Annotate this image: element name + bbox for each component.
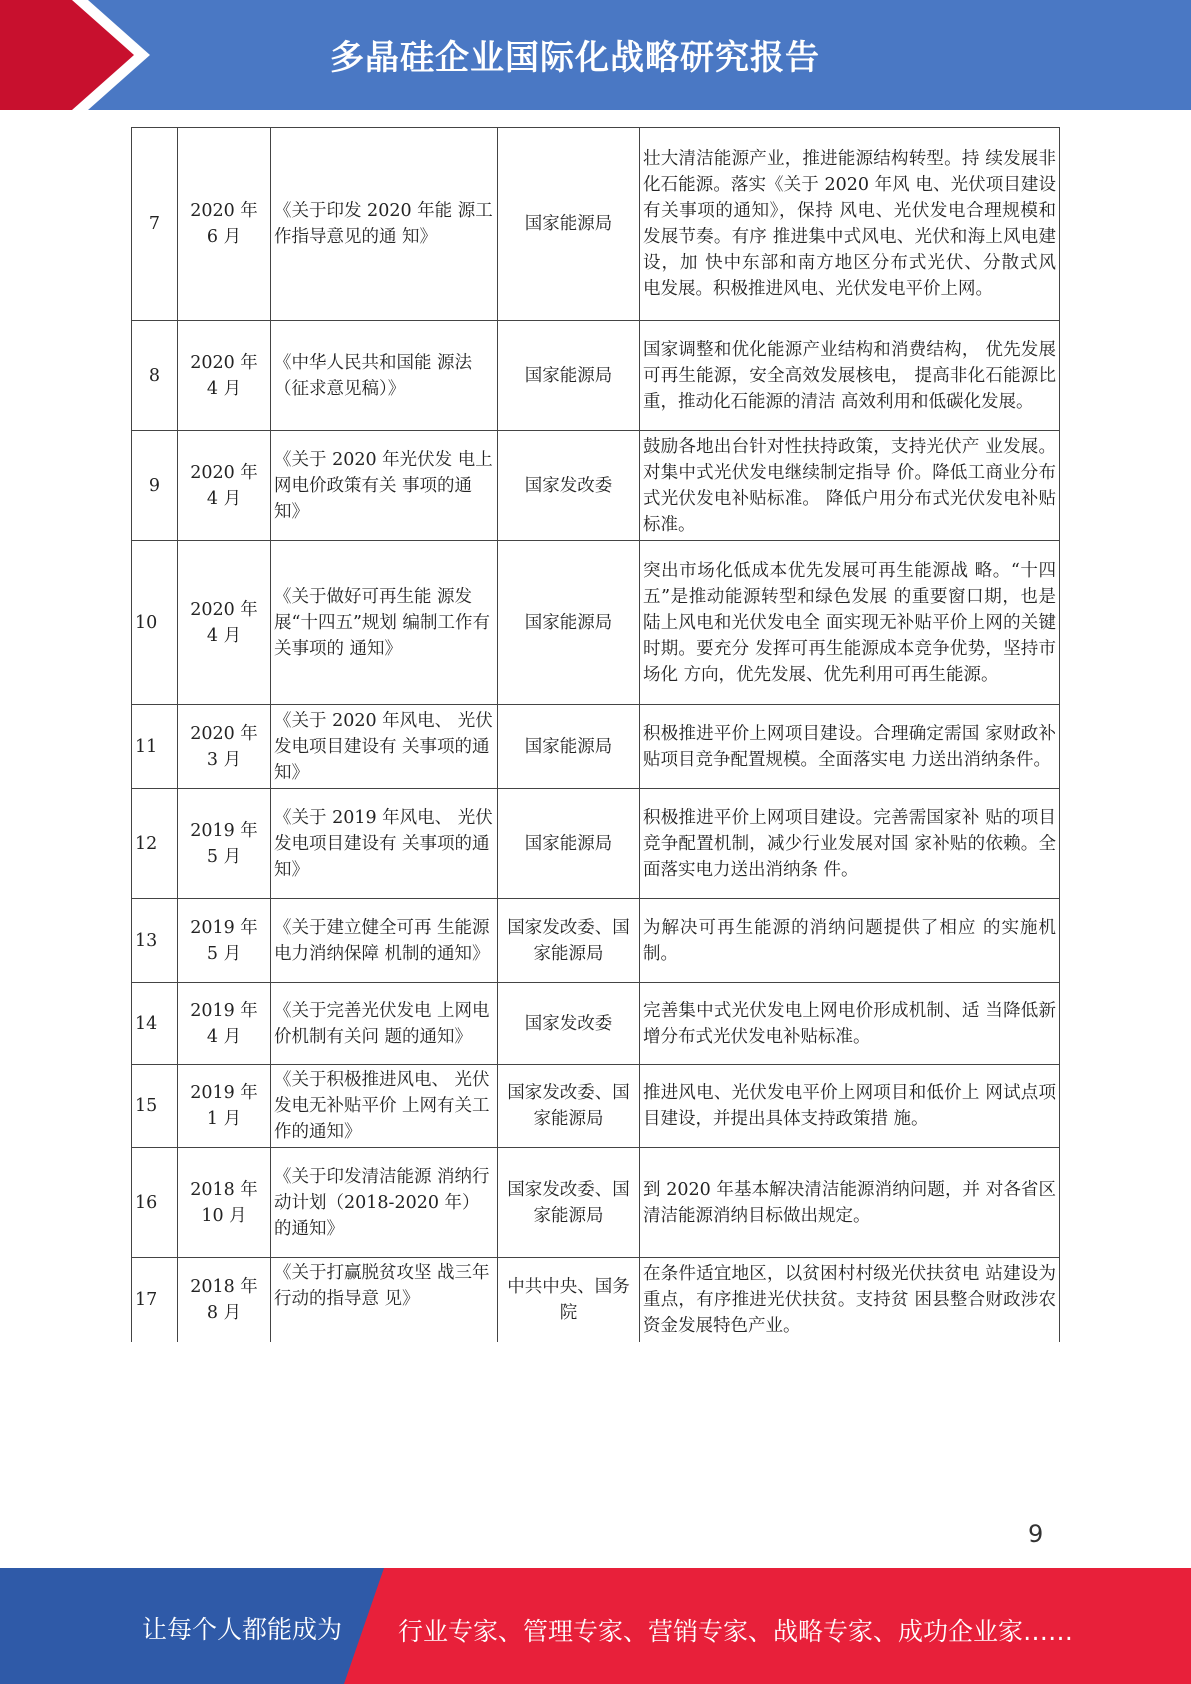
date-cell: 2020 年 3 月	[178, 705, 271, 789]
policy-content: 完善集中式光伏发电上网电价形成机制、适 当降低新增分布式光伏发电补贴标准。	[640, 983, 1060, 1065]
row-number: 12	[132, 789, 178, 899]
table-row	[132, 541, 1060, 705]
policy-title: 《关于建立健全可再 生能源电力消纳保障 机制的通知》	[271, 899, 498, 983]
date-cell: 2018 年 10 月	[178, 1148, 271, 1258]
policy-content: 国家调整和优化能源产业结构和消费结构， 优先发展可再生能源，安全高效发展核电， 提高非化石能源比重，推动化石能源的清洁 高效利用和低碳化发展。	[640, 321, 1060, 431]
footer-slogan-right: 行业专家、管理专家、营销专家、战略专家、成功企业家……	[398, 1617, 1074, 1646]
issuing-department: 国家能源局	[498, 128, 640, 321]
policy-title: 《关于积极推进风电、 光伏发电无补贴平价 上网有关工作的通知》	[271, 1065, 498, 1148]
policy-content: 突出市场化低成本优先发展可再生能源战 略。“十四五”是推动能源转型和绿色发展 的重要窗口期，也是陆上风电和光伏发电全 面实现无补贴平价上网的关键时期。要充分 发挥可再生能源成本竞争优势，坚持市场化 方向，优先发展、优先利用可再生能源。	[640, 541, 1060, 705]
policy-content: 推进风电、光伏发电平价上网项目和低价上 网试点项目建设，并提出具体支持政策措 施。	[640, 1065, 1060, 1148]
date-cell: 2019 年 5 月	[178, 899, 271, 983]
date-cell: 2019 年 5 月	[178, 789, 271, 899]
footer-slogan-left: 让每个人都能成为	[142, 1615, 343, 1644]
policy-title: 《中华人民共和国能 源法（征求意见稿）》	[271, 321, 498, 431]
report-title: 多晶硅企业国际化战略研究报告	[330, 38, 820, 78]
policy-title: 《关于 2019 年风电、 光伏发电项目建设有 关事项的通知》	[271, 789, 498, 899]
policy-table	[131, 127, 1060, 1342]
row-number: 9	[132, 431, 178, 541]
row-number: 15	[132, 1065, 178, 1148]
page-header	[0, 0, 1191, 110]
policy-content: 积极推进平价上网项目建设。合理确定需国 家财政补贴项目竞争配置规模。全面落实电 力送出消纳条件。	[640, 705, 1060, 789]
issuing-department: 国家发改委	[498, 431, 640, 541]
table-row	[132, 899, 1060, 983]
policy-content: 积极推进平价上网项目建设。完善需国家补 贴的项目竞争配置机制，减少行业发展对国 家补贴的依赖。全面落实电力送出消纳条 件。	[640, 789, 1060, 899]
date-cell: 2019 年 4 月	[178, 983, 271, 1065]
policy-title: 《关于 2020 年光伏发 电上网电价政策有关 事项的通知》	[271, 431, 498, 541]
policy-title: 《关于打赢脱贫攻坚 战三年行动的指导意 见》	[271, 1258, 498, 1342]
date-cell: 2019 年 1 月	[178, 1065, 271, 1148]
policy-content: 在条件适宜地区，以贫困村村级光伏扶贫电 站建设为重点，有序推进光伏扶贫。支持贫 困县整合财政涉农资金发展特色产业。	[640, 1258, 1060, 1342]
row-number: 8	[132, 321, 178, 431]
policy-content: 鼓励各地出台针对性扶持政策，支持光伏产 业发展。对集中式光伏发电继续制定指导 价。降低工商业分布式光伏发电补贴标准。 降低户用分布式光伏发电补贴标准。	[640, 431, 1060, 541]
row-number: 10	[132, 541, 178, 705]
issuing-department: 国家发改委、国家能源局	[498, 1148, 640, 1258]
table-row	[132, 705, 1060, 789]
table-row	[132, 128, 1060, 321]
issuing-department: 国家能源局	[498, 321, 640, 431]
row-number: 11	[132, 705, 178, 789]
policy-title: 《关于印发清洁能源 消纳行动计划（2018-2020 年）的通知》	[271, 1148, 498, 1258]
issuing-department: 中共中央、国务院	[498, 1258, 640, 1342]
table-row	[132, 1258, 1060, 1342]
policy-content: 到 2020 年基本解决清洁能源消纳问题，并 对各省区清洁能源消纳目标做出规定。	[640, 1148, 1060, 1258]
issuing-department: 国家发改委	[498, 983, 640, 1065]
policy-content: 壮大清洁能源产业，推进能源结构转型。持 续发展非化石能源。落实《关于 2020 年风 电、光伏项目建设有关事项的通知》，保持 风电、光伏发电合理规模和发展节奏。有序 推进集中式风电、光伏和海上风电建设，加 快中东部和南方地区分布式光伏、分散式风 电发展。积极推进风电、光伏发电平价上网。	[640, 128, 1060, 321]
table-row	[132, 1148, 1060, 1258]
policy-title: 《关于做好可再生能 源发展“十四五”规划 编制工作有关事项的 通知》	[271, 541, 498, 705]
policy-title: 《关于印发 2020 年能 源工作指导意见的通 知》	[271, 128, 498, 321]
header-red-arrow	[0, 0, 160, 110]
row-number: 13	[132, 899, 178, 983]
table-row	[132, 321, 1060, 431]
row-number: 16	[132, 1148, 178, 1258]
issuing-department: 国家发改委、国家能源局	[498, 1065, 640, 1148]
row-number: 7	[132, 128, 178, 321]
date-cell: 2020 年 4 月	[178, 321, 271, 431]
page-footer	[0, 1568, 1191, 1684]
table-row	[132, 1065, 1060, 1148]
table-row	[132, 431, 1060, 541]
issuing-department: 国家能源局	[498, 789, 640, 899]
row-number: 14	[132, 983, 178, 1065]
date-cell: 2020 年 6 月	[178, 128, 271, 321]
policy-title: 《关于 2020 年风电、 光伏发电项目建设有 关事项的通知》	[271, 705, 498, 789]
issuing-department: 国家发改委、国家能源局	[498, 899, 640, 983]
date-cell: 2018 年 8 月	[178, 1258, 271, 1342]
date-cell: 2020 年 4 月	[178, 541, 271, 705]
table-row	[132, 983, 1060, 1065]
issuing-department: 国家能源局	[498, 541, 640, 705]
table-row	[132, 789, 1060, 899]
date-cell: 2020 年 4 月	[178, 431, 271, 541]
page-number: 9	[1028, 1520, 1044, 1548]
policy-title: 《关于完善光伏发电 上网电价机制有关问 题的通知》	[271, 983, 498, 1065]
row-number: 17	[132, 1258, 178, 1342]
policy-content: 为解决可再生能源的消纳问题提供了相应 的实施机制。	[640, 899, 1060, 983]
issuing-department: 国家能源局	[498, 705, 640, 789]
